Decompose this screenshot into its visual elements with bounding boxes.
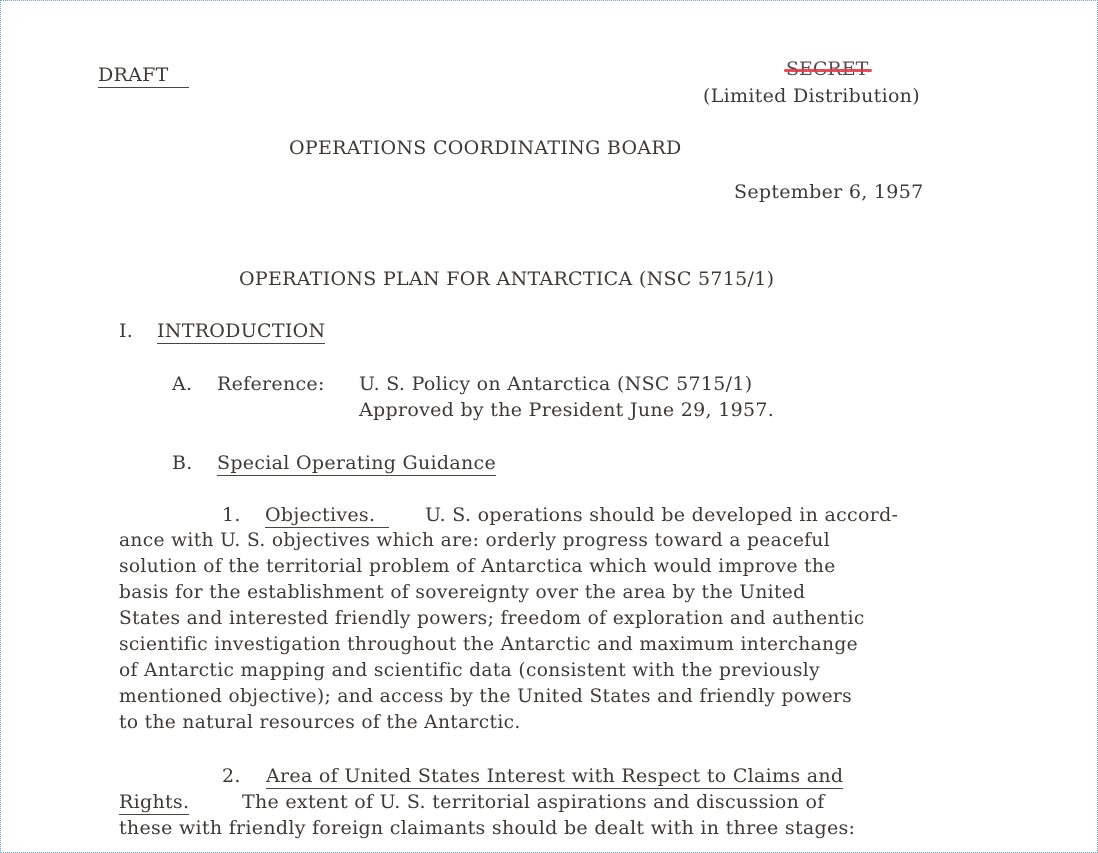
section-i-number: I. bbox=[119, 320, 134, 342]
item2-heading-line1: Area of United States Interest with Respect to Claims and bbox=[266, 765, 844, 787]
section-a-reference-line2: Approved by the President June 29, 1957. bbox=[359, 399, 775, 421]
item1-body bbox=[119, 528, 999, 736]
item1-number: 1. bbox=[222, 504, 241, 526]
section-b-letter: B. bbox=[172, 452, 193, 474]
section-a-label: Reference: bbox=[217, 373, 325, 395]
section-a-letter: A. bbox=[172, 373, 193, 395]
item1-line: ance with U. S. objectives which are: orderly progress toward a peaceful bbox=[119, 530, 831, 551]
item1-line: solution of the territorial problem of Antarctica which would improve the bbox=[119, 556, 836, 577]
item2-line1: The extent of U. S. territorial aspirations and discussion of bbox=[242, 791, 825, 813]
item1-line: scientific investigation throughout the Antarctic and maximum interchange bbox=[119, 634, 858, 655]
document-date: September 6, 1957 bbox=[734, 181, 924, 203]
document-title: OPERATIONS PLAN FOR ANTARCTICA (NSC 5715/1) bbox=[239, 268, 775, 290]
item1-first-line: U. S. operations should be developed in accord- bbox=[425, 504, 899, 526]
section-b-heading: Special Operating Guidance bbox=[217, 452, 497, 474]
section-a-reference-line1: U. S. Policy on Antarctica (NSC 5715/1) bbox=[359, 373, 753, 395]
section-i-heading: INTRODUCTION bbox=[157, 320, 326, 342]
board-name: OPERATIONS COORDINATING BOARD bbox=[289, 137, 682, 159]
item1-line: mentioned objective); and access by the United States and friendly powers bbox=[119, 686, 853, 707]
item1-line: to the natural resources of the Antarctic. bbox=[119, 712, 521, 733]
classification-strikethrough bbox=[784, 69, 872, 72]
draft-label: DRAFT bbox=[98, 64, 189, 88]
classification-mark bbox=[786, 58, 868, 80]
item2-heading-line2: Rights. bbox=[119, 791, 190, 813]
item2-line2: these with friendly foreign claimants should be dealt with in three stages: bbox=[119, 817, 856, 839]
item1-heading: Objectives. bbox=[265, 504, 389, 528]
item2-number: 2. bbox=[222, 765, 241, 787]
distribution-label: (Limited Distribution) bbox=[703, 85, 920, 107]
item1-line: of Antarctic mapping and scientific data (consistent with the previously bbox=[119, 660, 820, 681]
item1-line: States and interested friendly powers; freedom of exploration and authentic bbox=[119, 608, 865, 629]
item1-line: basis for the establishment of sovereignty over the area by the United bbox=[119, 582, 806, 603]
